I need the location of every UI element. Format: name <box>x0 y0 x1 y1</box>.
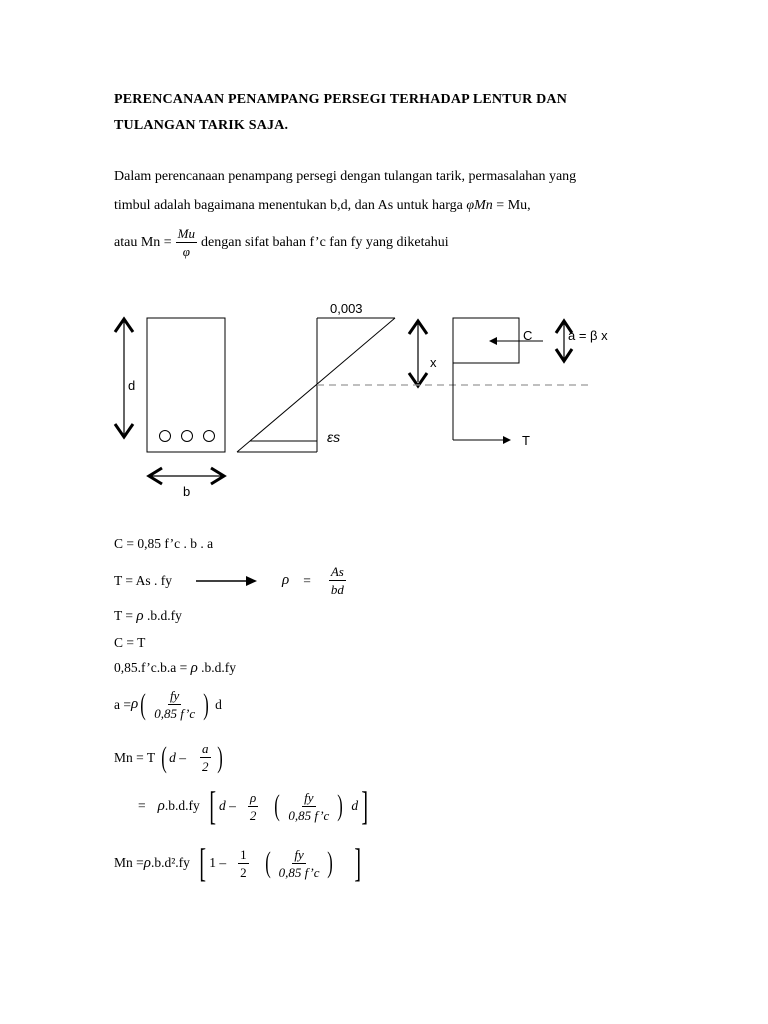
depth-label: d <box>128 378 136 393</box>
fraction-numerator: 1 <box>240 846 247 862</box>
stress-block <box>453 318 519 440</box>
equation-equilibrium: C = T <box>114 635 146 650</box>
strain-top-label: 0,003 <box>330 301 363 316</box>
intro-line-2-end: = Mu, <box>492 198 531 213</box>
equation-prefix: T = <box>114 608 137 623</box>
equation-prefix: Mn = T <box>114 749 156 765</box>
equation-suffix: .b.d.fy <box>143 608 182 623</box>
rebar-circle <box>204 431 215 442</box>
intro-line-1: Dalam perencanaan penampang persegi dengan tulangan tarik, permasalahan yang <box>114 169 577 184</box>
fy-over-fc-fraction <box>286 790 331 823</box>
equation-suffix: .b.d.fy <box>197 660 237 675</box>
as-over-bd-fraction <box>329 564 346 597</box>
fraction-denominator: 2 <box>249 807 257 823</box>
mu-over-phi-fraction <box>176 226 197 259</box>
rebar-circle <box>160 431 171 442</box>
arrow-right-icon <box>196 574 258 588</box>
equation-moment-1 <box>114 741 225 774</box>
rho-symbol: ρ <box>282 572 290 588</box>
right-paren: ) <box>327 846 334 879</box>
fraction-numerator: Mu <box>177 226 196 241</box>
rho-symbol: ρ <box>157 797 165 814</box>
title-line-2: TULANGAN TARIK SAJA. <box>114 118 289 133</box>
left-paren: ( <box>264 846 271 879</box>
equation-tension-ratio <box>114 564 350 597</box>
rebar-circle <box>182 431 193 442</box>
one-half-fraction <box>238 847 249 880</box>
equation-force-balance <box>114 660 236 677</box>
neutral-axis-depth-arrow <box>409 321 427 386</box>
width-label: b <box>183 484 191 499</box>
rho-over-2-fraction <box>248 790 259 823</box>
phi-symbol: φ <box>466 198 475 213</box>
left-paren: ( <box>274 789 281 822</box>
fraction-denominator: 0,85 f’c <box>154 706 196 721</box>
equation-term: d – <box>219 798 236 813</box>
fy-over-fc-fraction <box>277 847 322 880</box>
equation-term: .b.d.fy <box>164 798 200 813</box>
rho-symbol: ρ <box>130 696 139 712</box>
equation-prefix: 0,85.f’c.b.a = <box>114 660 191 675</box>
equation-compression: C = 0,85 f’c . b . a <box>114 536 214 551</box>
neutral-axis-label: x <box>430 355 437 370</box>
fraction-denominator: 0,85 f’c <box>278 864 320 880</box>
right-bracket: ] <box>354 840 362 885</box>
mn-symbol: Mn <box>474 198 493 213</box>
width-dimension-arrow <box>149 468 224 484</box>
equation-term: 1 – <box>209 855 227 870</box>
equation-prefix: a = <box>114 696 131 712</box>
rho-symbol: ρ <box>143 854 151 871</box>
equation-moment-3 <box>114 840 365 885</box>
beam-section-diagram <box>0 290 768 510</box>
equation-suffix: d <box>215 696 222 712</box>
right-paren: ) <box>203 687 209 721</box>
fy-over-fc-fraction <box>152 688 197 721</box>
tension-label: T <box>522 433 530 448</box>
equation-tension: T = As . fy <box>114 572 172 588</box>
compression-label: C <box>523 328 533 343</box>
left-bracket: [ <box>209 783 216 828</box>
left-paren: ( <box>140 687 146 721</box>
rho-symbol: ρ <box>190 660 198 676</box>
fraction-numerator: As <box>330 564 344 579</box>
fraction-denominator: 0,85 f’c <box>288 807 330 823</box>
equation-term: d – <box>169 749 186 765</box>
equation-a-depth <box>114 688 222 721</box>
a-over-2-fraction <box>200 741 211 774</box>
right-paren: ) <box>337 789 344 822</box>
equation-term: d <box>351 798 359 813</box>
intro-line-2 <box>114 198 531 214</box>
equation-prefix: Mn = <box>114 855 144 870</box>
rho-symbol: ρ <box>136 608 144 624</box>
left-paren: ( <box>161 740 167 774</box>
equation-moment-2 <box>138 783 371 828</box>
fraction-numerator: fy <box>294 846 304 862</box>
right-paren: ) <box>216 740 223 774</box>
fraction-numerator: a <box>202 741 209 756</box>
steel-strain-label: εs <box>327 429 341 445</box>
equation-tension-rho <box>114 608 182 625</box>
equation-term: .b.d².fy <box>150 855 190 870</box>
left-bracket: [ <box>199 840 206 885</box>
equals-sign: = <box>138 798 146 813</box>
title-line-1: PERENCANAAN PENAMPANG PERSEGI TERHADAP LENTUR DAN <box>114 92 568 107</box>
right-bracket: ] <box>361 783 369 828</box>
stress-block-label: a = β x <box>568 328 608 343</box>
fraction-numerator: fy <box>304 789 314 805</box>
fraction-numerator: fy <box>169 688 180 703</box>
intro-line-2-text: timbul adalah bagaimana menentukan b,d, dan As untuk harga <box>114 198 467 213</box>
intro-line-3-end: dengan sifat bahan f’c fan fy yang diketahui <box>201 234 449 250</box>
intro-line-3-text: atau Mn = <box>114 234 172 250</box>
fraction-denominator: bd <box>330 582 344 597</box>
intro-line-3 <box>114 226 449 259</box>
fraction-denominator: 2 <box>240 864 247 880</box>
fraction-numerator: ρ <box>250 789 257 805</box>
equals-sign: = <box>303 572 311 588</box>
fraction-denominator: φ <box>182 244 190 259</box>
fraction-denominator: 2 <box>202 759 209 774</box>
